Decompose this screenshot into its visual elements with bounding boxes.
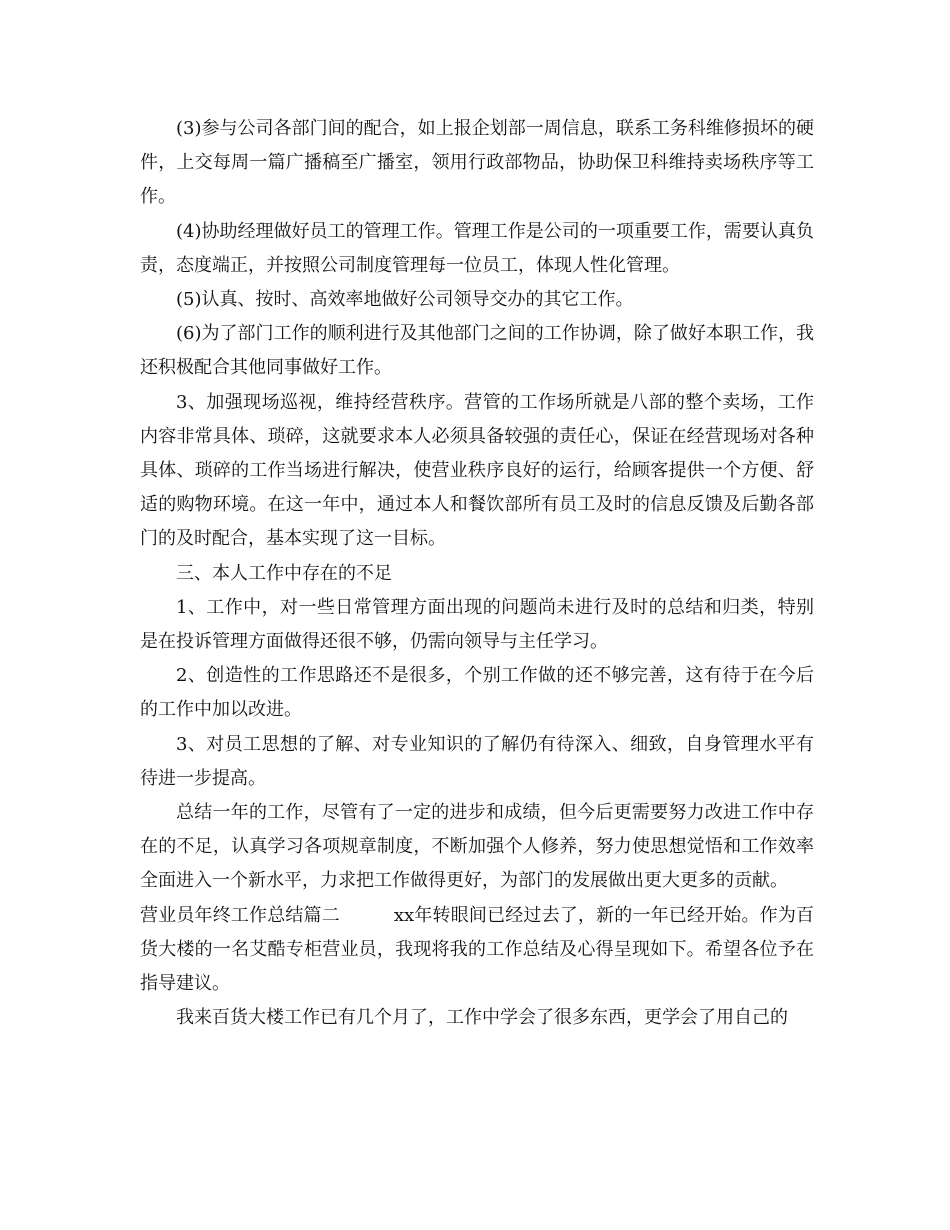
paragraph-shortcoming-2: 2、创造性的工作思路还不是很多，个别工作做的还不够完善，这有待于在今后的工作中加以改进。 <box>140 665 814 721</box>
paragraph-item-3: (3)参与公司各部门间的配合，如上报企划部一周信息，联系工务科维修损坏的硬件，上交每周一篇广播稿至广播室，领用行政部物品，协助保卫科维持卖场秩序等工作。 <box>140 118 814 208</box>
paragraph-shortcoming-1: 1、工作中，对一些日常管理方面出现的问题尚未进行及时的总结和归类，特别是在投诉管理方面做得还很不够，仍需向领导与主任学习。 <box>140 596 814 653</box>
document-body <box>140 112 814 1035</box>
paragraph-item-6: (6)为了部门工作的顺利进行及其他部门之间的工作协调，除了做好本职工作，我还积极配合其他同事做好工作。 <box>140 323 814 379</box>
paragraph-last: 我来百货大楼工作已有几个月了，工作中学会了很多东西，更学会了用自己的 <box>176 1007 788 1029</box>
section-title: 营业员年终工作总结篇二 <box>140 904 340 926</box>
paragraph-summary: 总结一年的工作，尽管有了一定的进步和成绩，但今后更需要努力改进工作中存在的不足，认真学习各项规章制度，不断加强个人修养，努力使思想觉悟和工作效率全面进入一个新水平，力求把工作做得更好，为部门的发展做出更大更多的贡献。 <box>140 802 814 892</box>
section-heading-shortcomings: 三、本人工作中存在的不足 <box>176 562 392 584</box>
paragraph-site-patrol: 3、加强现场巡视，维持经营秩序。营管的工作场所就是八部的整个卖场，工作内容非常具体、琐碎，这就要求本人必须具备较强的责任心，保证在经营现场对各种具体、琐碎的工作当场进行解决，使营业秩序良好的运行，给顾客提供一个方便、舒适的购物环境。在这一年中，通过本人和餐饮部所有员工及时的信息反馈及后勤各部门的及时配合，基本实现了这一目标。 <box>140 391 814 550</box>
section-two-paragraph <box>140 899 814 1002</box>
paragraph-shortcoming-3: 3、对员工思想的了解、对专业知识的了解仍有待深入、细致，自身管理水平有待进一步提高。 <box>140 733 814 789</box>
paragraph-item-5: (5)认真、按时、高效率地做好公司领导交办的其它工作。 <box>176 289 634 311</box>
paragraph-item-4: (4)协助经理做好员工的管理工作。管理工作是公司的一项重要工作，需要认真负责，态度端正，并按照公司制度管理每一位员工，体现人性化管理。 <box>140 220 814 276</box>
section-intro: xx年转眼间已经过去了，新的一年已经开始。作为百货大楼的一名艾酷专柜营业员，我现将我的工作总结及心得呈现如下。希望各位予在指导建议。 <box>140 904 814 995</box>
